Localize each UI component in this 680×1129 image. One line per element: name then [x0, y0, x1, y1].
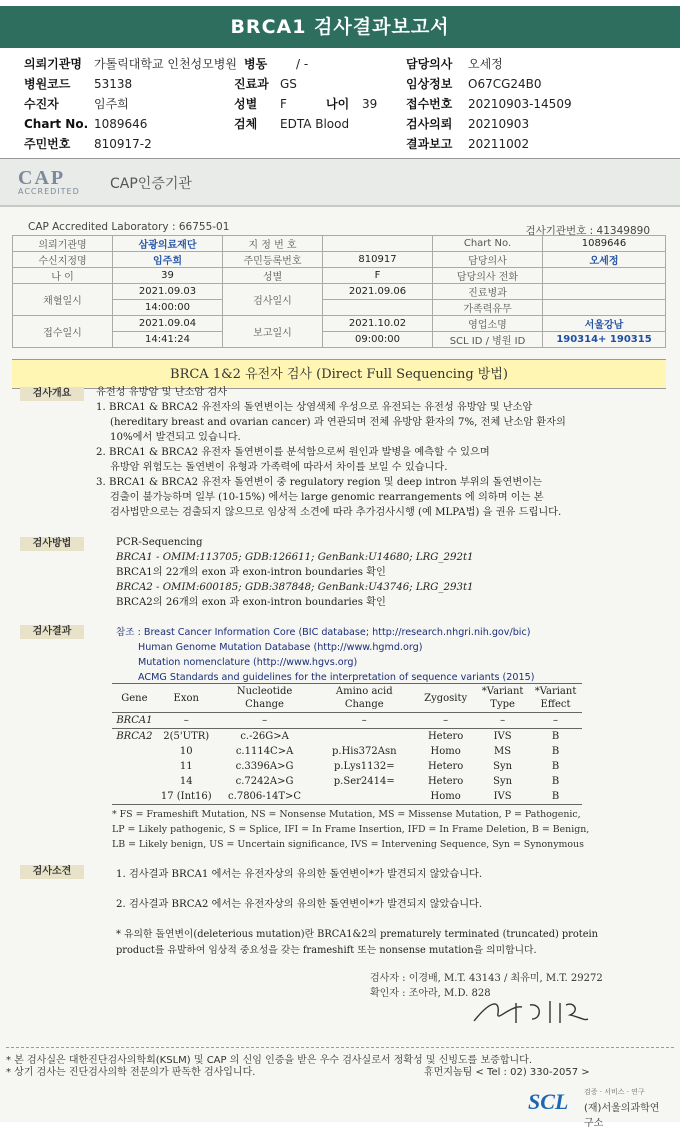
- col-header: Amino acid Change: [313, 684, 415, 713]
- hdr-value: 가톨릭대학교 인천성모병원: [94, 57, 237, 71]
- section-title: BRCA 1&2 유전자 검사 (Direct Full Sequencing 방법): [12, 359, 666, 389]
- overview-body: [96, 385, 566, 520]
- meta-label: 채혈일시: [13, 284, 113, 316]
- hdr-value: 53138: [94, 77, 133, 91]
- scl-logo-text: SCL: [528, 1089, 569, 1114]
- meta-value: 서울강남: [543, 316, 666, 332]
- table-row: [112, 789, 582, 805]
- table-row: [112, 729, 582, 745]
- overview-line: 검출이 불가능하며 일부 (10-15%) 에서는 large genomic rearrangements 에 의하며 이는 본: [110, 492, 544, 503]
- scl-logo: [528, 1087, 668, 1129]
- method-line: BRCA1 - OMIM:113705; GDB:126611; GenBank:U14680; LRG_292t1: [116, 552, 474, 563]
- overview-line: 3. BRCA1 & BRCA2 유전자 돌연변이 중 regulatory region 및 deep intron 부위의 돌연변이는: [96, 477, 542, 488]
- opinion-body: [116, 867, 598, 959]
- footer-note: * 상기 검사는 진단검사의학 전문의가 판독한 검사입니다.: [6, 1067, 256, 1078]
- meta-label: Chart No.: [433, 236, 543, 252]
- cell: B: [551, 746, 560, 757]
- cell: Hetero: [427, 761, 464, 772]
- meta-value: 오세정: [543, 252, 666, 268]
- hdr-value: 20210903-14509: [468, 97, 572, 111]
- hdr-label: 수진자: [24, 97, 59, 111]
- hdr-label: 병동: [244, 57, 268, 71]
- report-header: [24, 54, 664, 154]
- cell: –: [415, 713, 476, 729]
- cell: 14: [179, 776, 193, 787]
- cap-name: CAP인증기관: [110, 176, 192, 192]
- meta-value: 임주희: [113, 252, 223, 268]
- report-title: BRCA1 검사결과보고서: [0, 6, 680, 48]
- meta-label: 진료병과: [433, 284, 543, 300]
- meta-label: 지 정 번 호: [223, 236, 323, 252]
- col-header: Exon: [157, 684, 216, 713]
- meta-label: 담당의사 전화: [433, 268, 543, 284]
- cap-logo-text: CAP: [18, 167, 66, 189]
- meta-value: 삼광의료재단: [113, 236, 223, 252]
- cell: c.1114C>A: [235, 746, 294, 757]
- reference-line: ACMG Standards and guidelines for the interpretation of sequence variants (2015): [138, 672, 535, 683]
- cell: BRCA2: [116, 731, 153, 742]
- section-tag: 검사결과: [20, 625, 84, 639]
- table-row: [112, 774, 582, 789]
- cell: Hetero: [427, 731, 464, 742]
- table-row: [112, 713, 582, 729]
- reference-line: Human Genome Mutation Database (http://www.hgmd.org): [138, 642, 423, 653]
- method-body: [116, 535, 474, 610]
- meta-value: [543, 268, 666, 284]
- variant-legend: [112, 807, 589, 852]
- overview-line: 1. BRCA1 & BRCA2 유전자의 돌연변이는 상염색체 우성으로 유전되는 유전성 유방암 및 난소암: [96, 402, 533, 413]
- section-tag: 검사개요: [20, 387, 84, 401]
- signature-mark: [470, 995, 590, 1027]
- col-header: *Variant Type: [476, 684, 529, 713]
- hdr-label: 의뢰기관명: [24, 57, 82, 71]
- variant-table: [112, 683, 582, 805]
- cell: B: [551, 731, 560, 742]
- lab-number: 검사기관번호 : 41349890: [525, 225, 650, 237]
- section-tag: 검사소견: [20, 865, 84, 879]
- meta-value: 2021.09.03: [113, 284, 223, 300]
- cell: Hetero: [427, 776, 464, 787]
- col-header: Gene: [112, 684, 157, 713]
- footer-contact: 휴먼지놈팀 < Tel : 02) 330-2057 >: [424, 1067, 590, 1078]
- cell: –: [157, 713, 216, 729]
- lab-accreditation: CAP Accredited Laboratory : 66755-01: [28, 221, 230, 233]
- cell: 2(5'UTR): [163, 731, 210, 742]
- meta-value: 2021.09.04: [113, 316, 223, 332]
- overview-line: (hereditary breast and ovarian cancer) 과 연관되며 전체 유방암 환자의 7%, 전체 난소암 환자의: [110, 417, 566, 428]
- meta-label: SCL ID / 병원 ID: [433, 332, 543, 348]
- opinion-line: 2. 검사결과 BRCA2 에서는 유전자상의 유의한 돌연변이*가 발견되지 않았습니다.: [116, 899, 483, 910]
- hdr-label: 진료과: [234, 77, 269, 91]
- cell: IVS: [476, 789, 529, 805]
- meta-value: [323, 236, 433, 252]
- cell: –: [313, 713, 415, 729]
- hdr-label: 검체: [234, 117, 258, 131]
- col-header: Zygosity: [415, 684, 476, 713]
- cell: [112, 759, 157, 774]
- meta-value: 190314+ 190315: [543, 332, 666, 348]
- cell: B: [551, 761, 560, 772]
- hdr-label: 담당의사: [406, 57, 453, 71]
- reference-line: Mutation nomenclature (http://www.hgvs.org): [138, 657, 358, 668]
- hdr-value: O67CG24B0: [468, 77, 542, 91]
- meta-label: 가족력유무: [433, 300, 543, 316]
- table-row: [112, 759, 582, 774]
- hdr-label: Chart No.: [24, 117, 89, 131]
- cap-logo: [18, 167, 102, 197]
- hdr-label: 나이: [326, 97, 350, 111]
- cell: BRCA1: [112, 713, 157, 729]
- cell: c.3396A>G: [235, 761, 294, 772]
- hdr-label: 주민번호: [24, 137, 71, 151]
- cell: IVS: [493, 731, 512, 742]
- hdr-value: / -: [296, 57, 309, 71]
- col-header: *Variant Effect: [529, 684, 582, 713]
- hdr-value: F: [280, 97, 287, 111]
- cell: c.7806-14T>C: [216, 789, 314, 805]
- meta-value: 1089646: [543, 236, 666, 252]
- legend-line: LP = Likely pathogenic, S = Splice, IFI = In Frame Insertion, IFD = In Frame Deletion, B = Benign,: [112, 824, 590, 835]
- method-line: BRCA1의 22개의 exon 과 exon-intron boundaries 확인: [116, 567, 386, 578]
- footer-notice: * 본 검사실은 대한진단검사의학회(KSLM) 및 CAP 의 신임 인증을 받은 우수 검사실로서 정확성 및 신빙도를 보증합니다.: [6, 1047, 674, 1066]
- table-row: [112, 744, 582, 759]
- overview-line: 검사법만으로는 검출되지 않으므로 임상적 소견에 따라 추가검사시행 (예 MLPA법) 을 권유 드립니다.: [110, 507, 562, 518]
- hdr-value: 임주희: [94, 97, 129, 111]
- meta-label: 영업소명: [433, 316, 543, 332]
- scl-slogan: 검증 · 서비스 · 연구: [584, 1088, 645, 1096]
- cell: B: [551, 776, 560, 787]
- meta-label: 나 이: [13, 268, 113, 284]
- cell: MS: [494, 746, 512, 757]
- confirmer-line: 확인자 : 조아라, M.D. 828: [370, 988, 491, 999]
- hdr-label: 접수번호: [406, 97, 453, 111]
- cell: Homo: [430, 746, 461, 757]
- meta-value: 14:41:24: [113, 332, 223, 348]
- hdr-value: 810917-2: [94, 137, 152, 151]
- legend-line: LB = Likely benign, US = Uncertain significance, IVS = Intervening Sequence, Syn = Synonymous: [112, 839, 584, 850]
- reference-line: 참조 : Breast Cancer Information Core (BIC database; http://research.nhgri.nih.gov/bic): [116, 627, 531, 638]
- hdr-label: 결과보고: [406, 137, 453, 151]
- meta-value: 09:00:00: [323, 332, 433, 348]
- meta-value: 2021.09.06: [323, 284, 433, 300]
- hdr-value: GS: [280, 77, 297, 91]
- cell: p.Ser2414=: [333, 776, 395, 787]
- hdr-value: 39: [362, 97, 378, 111]
- cell: –: [529, 713, 582, 729]
- cap-logo-sub: ACCREDITED: [18, 187, 80, 196]
- method-line: BRCA2의 26개의 exon 과 exon-intron boundaries 확인: [116, 597, 386, 608]
- overview-line: 2. BRCA1 & BRCA2 유전자 돌연변이를 분석함으로써 원인과 발병을 예측할 수 있으며: [96, 447, 490, 458]
- overview-line: 10%에서 발견되고 있습니다.: [110, 432, 241, 443]
- opinion-line: product를 유발하여 임상적 중요성을 갖는 frameshift 또는 nonsense mutation을 의미합니다.: [116, 945, 537, 956]
- hdr-label: 성별: [234, 97, 258, 111]
- col-header: Nucleotide Change: [216, 684, 314, 713]
- meta-value: [543, 284, 666, 300]
- meta-label: 보고일시: [223, 316, 323, 348]
- cell: –: [476, 713, 529, 729]
- opinion-line: * 유의한 돌연변이(deleterious mutation)란 BRCA1&2의 prematurely terminated (truncated) protein: [116, 929, 598, 940]
- cell: p.His372Asn: [332, 746, 397, 757]
- cell: c.-26G>A: [240, 731, 289, 742]
- cell: 10: [179, 746, 193, 757]
- cell: 11: [179, 761, 193, 772]
- hdr-value: EDTA Blood: [280, 117, 350, 131]
- cell: [112, 774, 157, 789]
- cell: c.7242A>G: [235, 776, 294, 787]
- cell: –: [216, 713, 314, 729]
- meta-value: [543, 300, 666, 316]
- overview-line: 유전성 유방암 및 난소암 검사: [96, 387, 228, 398]
- meta-label: 성별: [223, 268, 323, 284]
- hdr-value: 오세정: [468, 57, 503, 71]
- scl-name: (재)서울의과학연구소: [584, 1103, 660, 1129]
- meta-value: F: [323, 268, 433, 284]
- cell: Homo: [415, 789, 476, 805]
- meta-label: 검사일시: [223, 284, 323, 316]
- legend-line: * FS = Frameshift Mutation, NS = Nonsense Mutation, MS = Missense Mutation, P = Pathogenic,: [112, 809, 581, 820]
- overview-line: 유방암 위험도는 돌연변이 유형과 가족력에 따라서 차이를 보일 수 있습니다.: [110, 462, 448, 473]
- meta-label: 수신지정명: [13, 252, 113, 268]
- cell: 17 (Int16): [157, 789, 216, 805]
- meta-value: 14:00:00: [113, 300, 223, 316]
- meta-value: 2021.10.02: [323, 316, 433, 332]
- hdr-label: 병원코드: [24, 77, 71, 91]
- cell: [313, 789, 415, 805]
- meta-value: 810917: [323, 252, 433, 268]
- method-line: PCR-Sequencing: [116, 537, 203, 548]
- cell: [112, 744, 157, 759]
- meta-table: [12, 235, 666, 348]
- meta-label: 의뢰기관명: [13, 236, 113, 252]
- cap-bar: [0, 159, 680, 207]
- section-tag: 검사방법: [20, 537, 84, 551]
- hdr-label: 임상정보: [406, 77, 453, 91]
- meta-label: 담당의사: [433, 252, 543, 268]
- opinion-line: 1. 검사결과 BRCA1 에서는 유전자상의 유의한 돌연변이*가 발견되지 않았습니다.: [116, 869, 483, 880]
- cell: Syn: [493, 776, 513, 787]
- result-references: [116, 625, 534, 685]
- tester-line: 검사자 : 이경배, M.T. 43143 / 최유미, M.T. 29272: [370, 973, 603, 984]
- hdr-value: 20210903: [468, 117, 530, 131]
- hdr-value: 1089646: [94, 117, 148, 131]
- cell: [112, 789, 157, 805]
- scanned-report: [0, 158, 680, 1129]
- cell: p.Lys1132=: [333, 761, 395, 772]
- meta-label: 주민등록번호: [223, 252, 323, 268]
- hdr-label: 검사의뢰: [406, 117, 453, 131]
- meta-label: 접수일시: [13, 316, 113, 348]
- hdr-value: 20211002: [468, 137, 530, 151]
- cell: [313, 729, 415, 745]
- cell: Syn: [493, 761, 513, 772]
- cell: B: [529, 789, 582, 805]
- method-line: BRCA2 - OMIM:600185; GDB:387848; GenBank:U43746; LRG_293t1: [116, 582, 474, 593]
- meta-value: 39: [113, 268, 223, 284]
- meta-value: [323, 300, 433, 316]
